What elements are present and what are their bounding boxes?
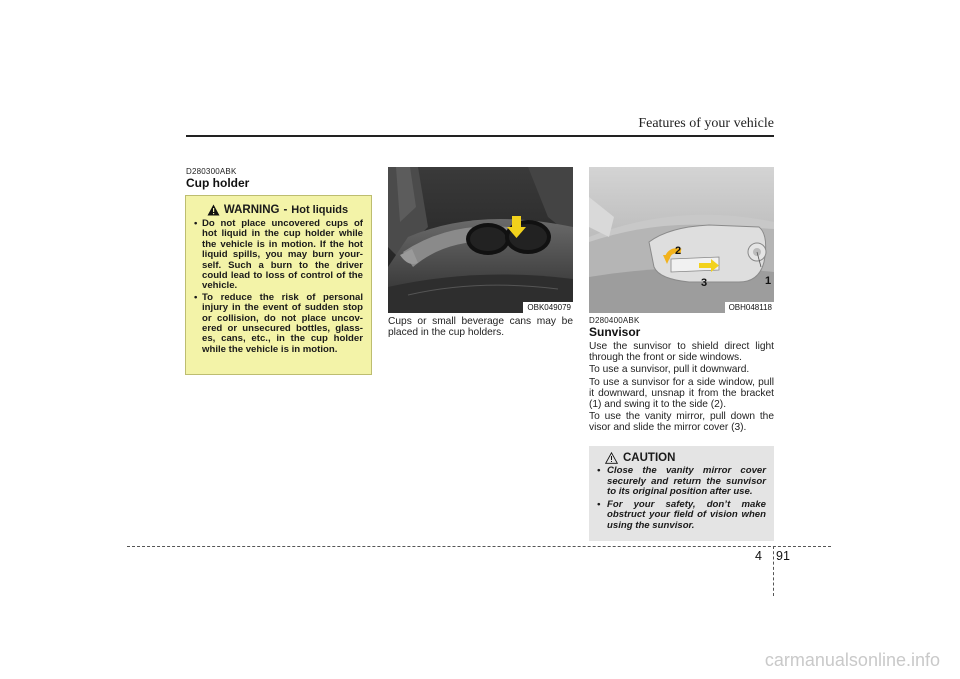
sunvisor-image-label: OBH048118	[725, 302, 774, 313]
sunvisor-code: D280400ABK	[589, 316, 640, 325]
sunvisor-heading: Sunvisor	[589, 325, 641, 339]
cup-holder-image-label: OBK049079	[523, 302, 573, 313]
cup-holder-illustration	[388, 167, 573, 313]
warning-label: WARNING	[223, 204, 280, 216]
section-title: Features of your vehicle	[638, 116, 774, 131]
caution-label: CAUTION	[623, 452, 676, 464]
footer-rule	[127, 546, 831, 547]
header-rule	[186, 135, 774, 137]
callout-2: 2	[675, 245, 682, 257]
caution-item: • For your safety, don’t make obstruct your field of vision when using the sunvisor.	[597, 500, 766, 532]
warning-separator: -	[283, 204, 288, 216]
sunvisor-paragraph: To use a sunvisor, pull it downward.	[589, 364, 750, 376]
sunvisor-paragraph: Use the sunvisor to shield direct light through the front or side windows.	[589, 341, 774, 364]
cup-holder-heading: Cup holder	[186, 176, 250, 190]
warning-topic: Hot liquids	[291, 204, 349, 216]
warning-list	[194, 219, 363, 355]
warning-box	[185, 195, 372, 375]
caution-item: • Close the vanity mirror cover securely and return the sunvisor to its original position after use.	[597, 466, 766, 498]
sunvisor-paragraph: To use a sunvisor for a side window, pull it downward, unsnap it from the bracket (1) and swing it to the side (2).	[589, 376, 774, 411]
cup-holder-body: Cups or small beverage cans may be placed in the cup holders.	[388, 316, 573, 339]
caution-triangle-icon	[605, 452, 618, 464]
caution-list	[597, 466, 766, 532]
sunvisor-photo	[589, 167, 774, 313]
callout-3: 3	[701, 277, 708, 289]
footer-divider	[773, 546, 774, 596]
sunvisor-illustration	[589, 167, 774, 313]
callout-1: 1	[765, 275, 772, 287]
caution-box	[589, 446, 774, 541]
sunvisor-paragraph: To use the vanity mirror, pull down the visor and slide the mirror cover (3).	[589, 411, 774, 434]
page-chapter: 4	[755, 549, 762, 563]
warning-item: • Do not place uncovered cups of hot liquid in the cup holder while the vehicle is in motion. If the hot liquid spills, you may burn your-self. Such a burn to the driver could lead to loss of control of the vehicle.	[194, 219, 363, 292]
page-number: 91	[776, 549, 790, 563]
cup-holder-code: D280300ABK	[186, 167, 237, 176]
warning-header	[192, 204, 363, 216]
sunvisor-body	[589, 341, 774, 435]
watermark: carmanualsonline.info	[764, 650, 940, 670]
cup-holder-photo	[388, 167, 573, 313]
warning-item: • To reduce the risk of personal injury in the event of sudden stop or collision, do not place uncov-ered or unsecured bottles, glass-es, cans, etc., in the cup holder while the vehicle is in motion.	[194, 293, 363, 355]
warning-triangle-icon	[207, 204, 220, 216]
caution-header	[605, 452, 766, 464]
